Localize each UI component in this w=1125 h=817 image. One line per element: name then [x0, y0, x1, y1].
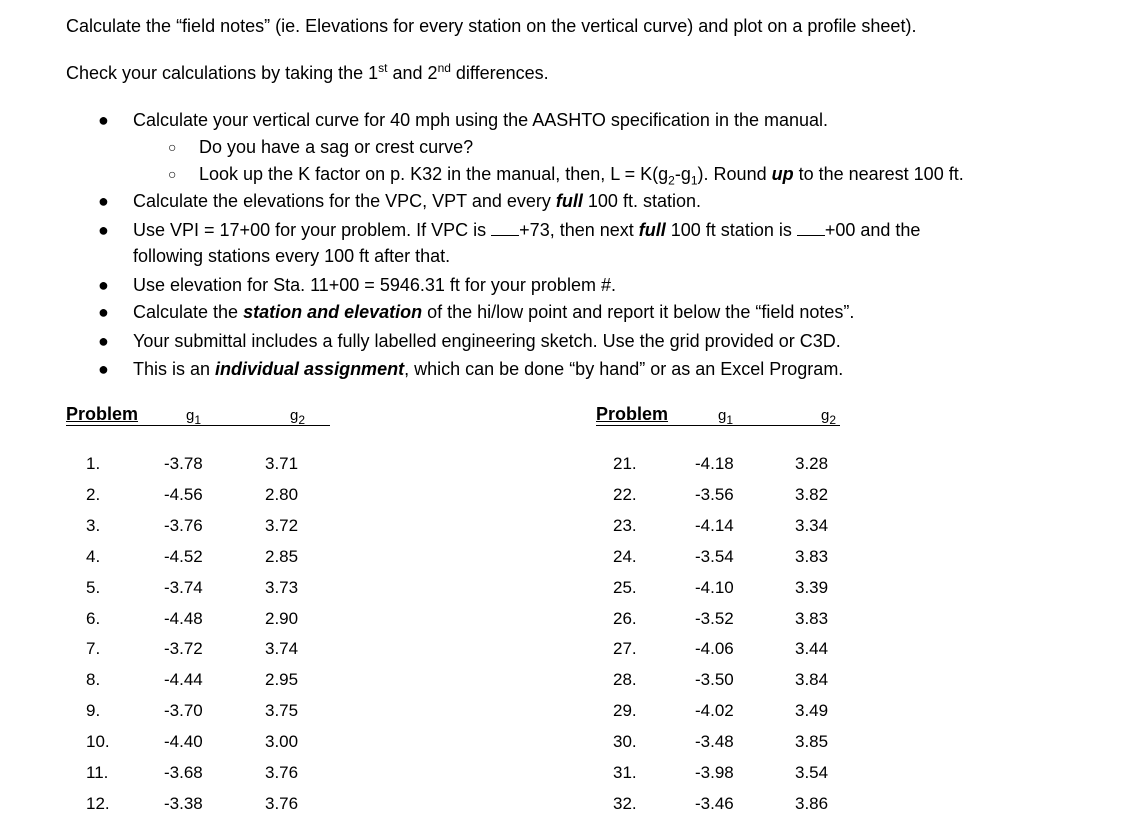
- g1-value: -4.02: [695, 701, 734, 720]
- bullet-dot-icon: ●: [98, 110, 109, 130]
- bullet-dot-icon: ●: [98, 359, 109, 379]
- circle-bullet-icon: ○: [168, 139, 177, 155]
- g2-value: 3.73: [265, 578, 299, 597]
- problem-number: 6.: [86, 609, 101, 628]
- problem-number: 5.: [86, 578, 101, 597]
- g1-value: -3.78: [164, 454, 203, 473]
- bullet-5-a: Calculate the: [133, 302, 244, 322]
- emphasis-station-elevation: station and elevation: [243, 302, 423, 322]
- k-factor-minus: -g: [674, 164, 691, 184]
- emphasis-individual: individual assignment: [215, 359, 405, 379]
- intro-line-2-suffix: differences.: [450, 63, 549, 83]
- g1-value: -4.44: [164, 670, 203, 689]
- g1-value: -4.52: [164, 547, 203, 566]
- g1-value: -3.56: [695, 485, 734, 504]
- g2-value: 3.76: [265, 763, 299, 782]
- sub-bullet-2: [199, 163, 964, 188]
- next-station-blank[interactable]: [797, 221, 825, 236]
- k-factor-round: ). Round: [697, 164, 772, 184]
- g2-value: 3.75: [265, 701, 299, 720]
- bullet-3-b: +73, then next: [519, 220, 639, 240]
- problem-number: 21.: [613, 454, 637, 473]
- header-g2-right: $g_2$: [821, 407, 837, 427]
- g2-value: 3.74: [265, 639, 299, 658]
- problem-number: 32.: [613, 794, 637, 813]
- g1-value: -4.10: [695, 578, 734, 597]
- header-g1-left: $g_1$: [186, 407, 202, 427]
- bullet-6: Your submittal includes a fully labelled engineering sketch. Use the grid provided or C3D.: [133, 331, 841, 351]
- problem-number: 2.: [86, 485, 101, 504]
- g2-value: 3.49: [795, 701, 829, 720]
- bullet-3-d: +00 and the: [824, 220, 921, 240]
- g1-value: -4.56: [164, 485, 203, 504]
- bullet-2-b: 100 ft. station.: [582, 191, 701, 211]
- g2-value: 3.39: [795, 578, 829, 597]
- bullet-3-c: 100 ft station is: [665, 220, 797, 240]
- subscript-2: 2: [668, 173, 675, 188]
- k-factor-text: Look up the K factor on p. K32 in the manual, then, L = K(g: [199, 164, 669, 184]
- g2-value: 3.00: [265, 732, 299, 751]
- intro-line-2-prefix: Check your calculations by taking the 1: [66, 63, 379, 83]
- problem-number: 3.: [86, 516, 101, 535]
- emphasis-full: full: [555, 191, 583, 211]
- ordinal-st: st: [378, 61, 388, 75]
- problem-number: 31.: [613, 763, 637, 782]
- g2-value: 3.34: [795, 516, 829, 535]
- g1-value: -3.46: [695, 794, 734, 813]
- g2-value: 3.82: [795, 485, 829, 504]
- bullet-dot-icon: ●: [98, 191, 109, 211]
- problem-number: 24.: [613, 547, 637, 566]
- subscript-1: 1: [690, 173, 698, 188]
- bullet-5: [133, 301, 854, 323]
- problem-number: 29.: [613, 701, 637, 720]
- g2-value: 3.83: [795, 609, 829, 628]
- bullet-7: [133, 358, 843, 380]
- bullet-2: [133, 190, 701, 212]
- problem-number: 25.: [613, 578, 637, 597]
- problem-number: 26.: [613, 609, 637, 628]
- vpc-blank[interactable]: [491, 221, 519, 236]
- g2-value: 3.72: [265, 516, 299, 535]
- problem-number: 7.: [86, 639, 101, 658]
- bullet-7-a: This is an: [133, 359, 216, 379]
- problem-number: 12.: [86, 794, 110, 813]
- bullet-dot-icon: ●: [98, 275, 109, 295]
- g2-value: 2.95: [265, 670, 299, 689]
- problem-number: 1.: [86, 454, 101, 473]
- g1-value: -3.68: [164, 763, 203, 782]
- header-problem-left: Problem: [66, 404, 139, 424]
- g2-value: 3.28: [795, 454, 829, 473]
- bullet-dot-icon: ●: [98, 331, 109, 351]
- sub-bullet-1: Do you have a sag or crest curve?: [199, 137, 474, 157]
- g2-value: 3.71: [265, 454, 299, 473]
- g1-value: -3.72: [164, 639, 203, 658]
- g1-value: -4.48: [164, 609, 203, 628]
- g1-value: -3.76: [164, 516, 203, 535]
- g2-value: 3.83: [795, 547, 829, 566]
- intro-line-2: [66, 62, 549, 84]
- g1-value: -3.38: [164, 794, 203, 813]
- problem-number: 4.: [86, 547, 101, 566]
- problem-number: 27.: [613, 639, 637, 658]
- g2-value: 3.85: [795, 732, 829, 751]
- problem-number: 28.: [613, 670, 637, 689]
- k-factor-tail: to the nearest 100 ft.: [793, 164, 964, 184]
- problem-number: 11.: [86, 763, 109, 782]
- bullet-dot-icon: ●: [98, 220, 109, 240]
- g2-value: 3.76: [265, 794, 299, 813]
- g2-value: 3.54: [795, 763, 829, 782]
- g2-value: 2.80: [265, 485, 299, 504]
- problem-number: 22.: [613, 485, 637, 504]
- problem-number: 8.: [86, 670, 101, 689]
- g1-value: -3.50: [695, 670, 734, 689]
- bullet-7-b: , which can be done “by hand” or as an Excel Program.: [404, 359, 844, 379]
- header-problem-right: Problem: [596, 404, 669, 424]
- ordinal-nd: nd: [437, 61, 451, 75]
- bullet-5-b: of the hi/low point and report it below the “field notes”.: [422, 302, 855, 322]
- g2-value: 3.84: [795, 670, 829, 689]
- g1-value: -4.18: [695, 454, 734, 473]
- header-g2-left: $g_2$: [290, 407, 306, 427]
- bullet-dot-icon: ●: [98, 302, 109, 322]
- g1-value: -4.14: [695, 516, 734, 535]
- g1-value: -3.52: [695, 609, 734, 628]
- g1-value: -3.54: [695, 547, 734, 566]
- problem-number: 10.: [86, 732, 110, 751]
- bullet-4: Use elevation for Sta. 11+00 = 5946.31 ft for your problem #.: [133, 275, 616, 295]
- g1-value: -3.98: [695, 763, 734, 782]
- g2-value: 3.44: [795, 639, 829, 658]
- header-g1-right: $g_1$: [718, 407, 734, 427]
- g1-value: -3.74: [164, 578, 203, 597]
- g2-value: 2.90: [265, 609, 299, 628]
- g2-value: 2.85: [265, 547, 299, 566]
- intro-line-2-mid: and 2: [387, 63, 438, 83]
- g1-value: -4.06: [695, 639, 734, 658]
- bullet-2-a: Calculate the elevations for the VPC, VPT and every: [133, 191, 556, 211]
- intro-line-1: Calculate the “field notes” (ie. Elevations for every station on the vertical curve) and plot on a profile sheet).: [66, 16, 917, 36]
- emphasis-up: up: [771, 164, 794, 184]
- g1-value: -3.70: [164, 701, 203, 720]
- g1-value: -4.40: [164, 732, 203, 751]
- problem-number: 9.: [86, 701, 101, 720]
- bullet-3-continued: following stations every 100 ft after that.: [133, 246, 451, 266]
- circle-bullet-icon: ○: [168, 166, 177, 182]
- emphasis-full-2: full: [638, 220, 666, 240]
- g2-value: 3.86: [795, 794, 829, 813]
- bullet-1: Calculate your vertical curve for 40 mph using the AASHTO specification in the manual.: [133, 110, 829, 130]
- bullet-3-a: Use VPI = 17+00 for your problem. If VPC is: [133, 220, 492, 240]
- problem-number: 30.: [613, 732, 637, 751]
- bullet-3: [133, 219, 920, 241]
- g1-value: -3.48: [695, 732, 734, 751]
- problem-number: 23.: [613, 516, 637, 535]
